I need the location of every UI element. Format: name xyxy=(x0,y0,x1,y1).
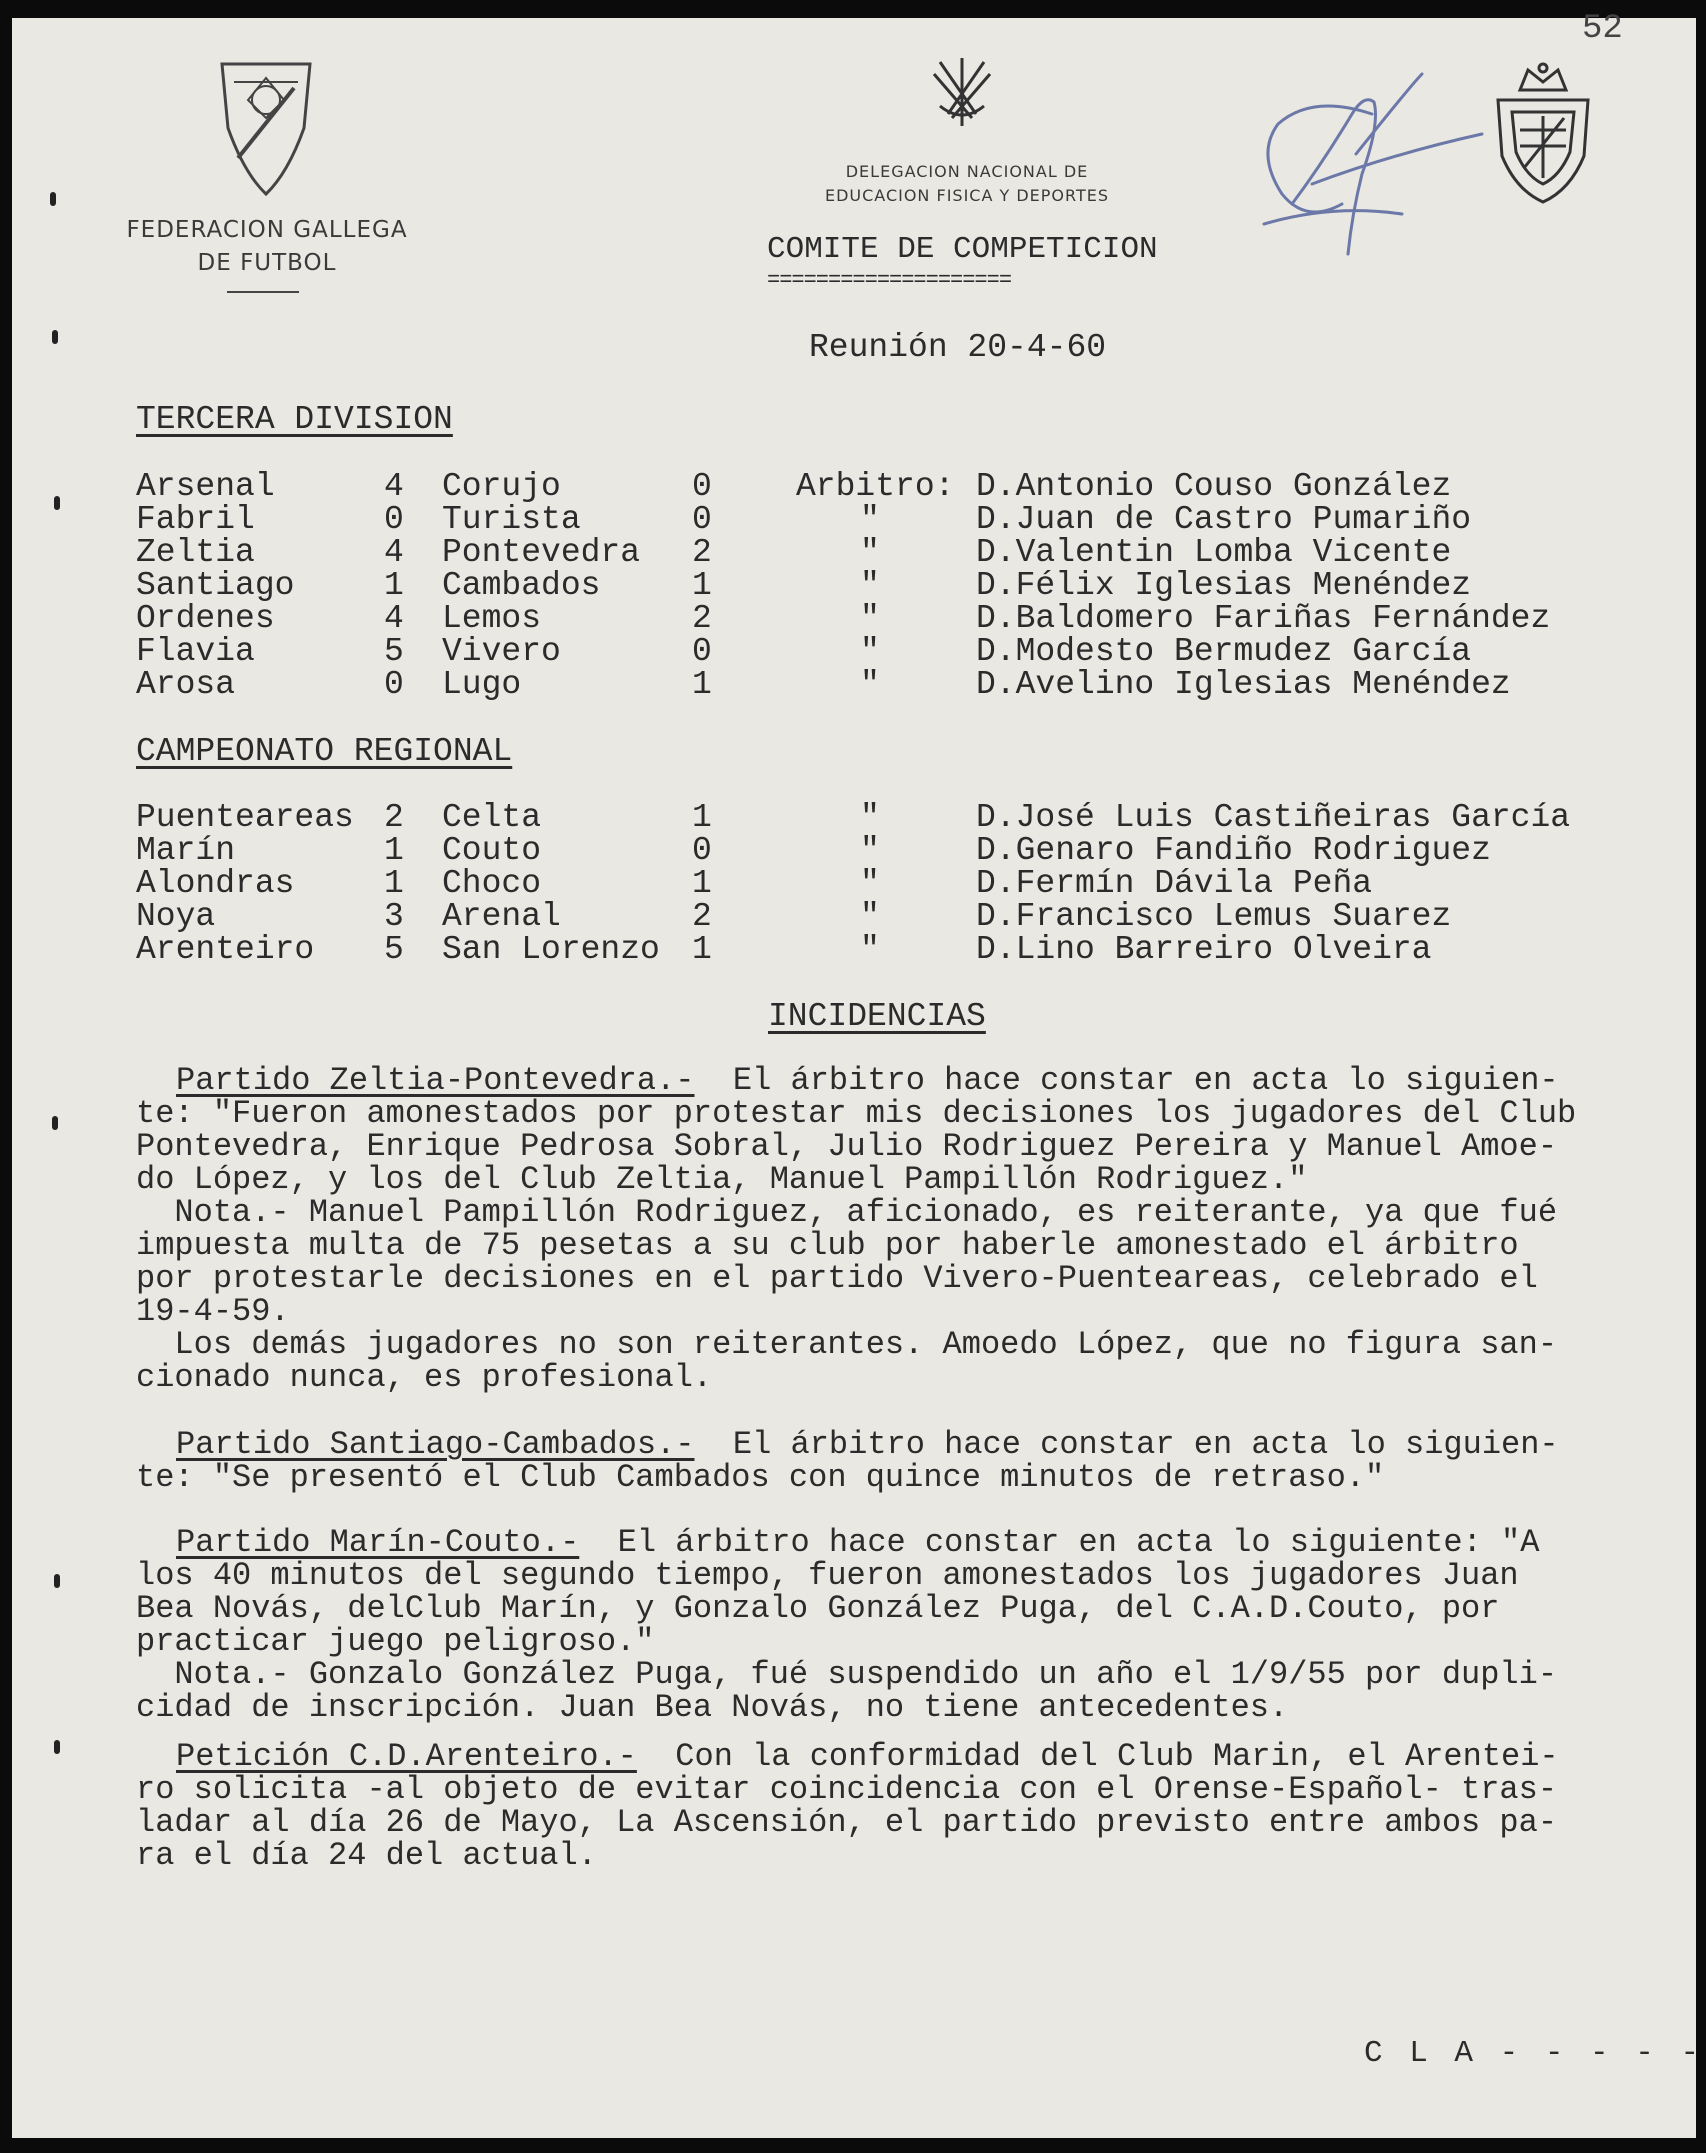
ditto-mark: " xyxy=(860,865,880,902)
note-line: Nota.- Gonzalo González Puga, fué suspendido un año el 1/9/55 por dupli- xyxy=(136,1656,1558,1693)
referee-name: D.José Luis Castiñeiras García xyxy=(976,799,1571,836)
incident-text-line: El árbitro hace constar en acta lo siguiente: "A xyxy=(579,1524,1540,1561)
federation-rule xyxy=(227,291,299,293)
yoke-arrows-emblem-icon xyxy=(930,54,994,134)
referee-name: D.Genaro Fandiño Rodriguez xyxy=(976,832,1491,869)
result-row xyxy=(136,503,1550,536)
home-score: 1 xyxy=(384,567,404,604)
document-page xyxy=(12,10,1704,2138)
away-team: Choco xyxy=(442,865,542,902)
committee-title: COMITE DE COMPETICION xyxy=(767,232,1158,267)
away-team: Vivero xyxy=(442,633,561,670)
away-team: Pontevedra xyxy=(442,534,641,571)
result-row xyxy=(136,867,1570,900)
incident-text-line: practicar juego peligroso." xyxy=(136,1623,655,1660)
result-row xyxy=(136,536,1550,569)
away-team: Corujo xyxy=(442,468,561,505)
away-team: Arenal xyxy=(442,898,561,935)
result-row xyxy=(136,900,1570,933)
incident-zeltia-pontevedra xyxy=(136,1064,1696,1394)
incident-text-line: los 40 minutos del segundo tiempo, fueron amonestados los jugadores Juan xyxy=(136,1557,1519,1594)
regional-results-table xyxy=(136,801,1570,966)
away-team: Lugo xyxy=(442,666,522,703)
home-score: 5 xyxy=(384,931,404,968)
home-team: Flavia xyxy=(136,633,255,670)
ditto-mark: " xyxy=(860,633,880,670)
incident-title: Partido Zeltia-Pontevedra.- xyxy=(176,1062,695,1099)
result-row xyxy=(136,668,1550,701)
referee-name: D.Félix Iglesias Menéndez xyxy=(976,567,1472,604)
home-team: Santiago xyxy=(136,567,295,604)
ditto-mark: " xyxy=(860,898,880,935)
home-team: Ordenes xyxy=(136,600,275,637)
punch-mark xyxy=(54,1740,60,1754)
continuation-mark: C L A - - - - - xyxy=(1364,2036,1704,2071)
handwritten-signature xyxy=(1252,54,1502,274)
ditto-mark: " xyxy=(860,534,880,571)
referee-name: D.Valentin Lomba Vicente xyxy=(976,534,1452,571)
home-score: 0 xyxy=(384,501,404,538)
away-team: Turista xyxy=(442,501,581,538)
punch-mark xyxy=(52,330,58,344)
incident-text-line: Pontevedra, Enrique Pedrosa Sobral, Julio Rodriguez Pereira y Manuel Amoe- xyxy=(136,1128,1558,1165)
away-score: 1 xyxy=(692,865,712,902)
home-team: Noya xyxy=(136,898,216,935)
tercera-division-heading: TERCERA DIVISION xyxy=(136,401,453,438)
home-team: Marín xyxy=(136,832,236,869)
ditto-mark: " xyxy=(860,832,880,869)
note-line: cidad de inscripción. Juan Bea Novás, no tiene antecedentes. xyxy=(136,1689,1289,1726)
away-team: Couto xyxy=(442,832,542,869)
referee-name: D.Lino Barreiro Olveira xyxy=(976,931,1432,968)
campeonato-regional-heading: CAMPEONATO REGIONAL xyxy=(136,733,513,770)
home-score: 4 xyxy=(384,468,404,505)
home-score: 4 xyxy=(384,534,404,571)
ditto-mark: " xyxy=(860,666,880,703)
request-arenteiro xyxy=(136,1740,1696,1872)
referee-name: D.Juan de Castro Pumariño xyxy=(976,501,1472,538)
result-row xyxy=(136,933,1570,966)
punch-mark xyxy=(54,1574,60,1588)
home-score: 4 xyxy=(384,600,404,637)
note-line: Los demás jugadores no son reiterantes. Amoedo López, que no figura san- xyxy=(136,1326,1558,1363)
referee-label: Arbitro: xyxy=(796,468,955,505)
referee-name: D.Baldomero Fariñas Fernández xyxy=(976,600,1551,637)
incident-text-line: ra el día 24 del actual. xyxy=(136,1837,597,1874)
incident-santiago-cambados xyxy=(136,1428,1696,1494)
away-team: Celta xyxy=(442,799,542,836)
away-score: 0 xyxy=(692,832,712,869)
delegation-line-1: DELEGACION NACIONAL DE xyxy=(845,162,1089,181)
away-team: San Lorenzo xyxy=(442,931,660,968)
away-score: 1 xyxy=(692,799,712,836)
away-score: 1 xyxy=(692,931,712,968)
result-row xyxy=(136,470,1550,503)
home-team: Arenteiro xyxy=(136,931,315,968)
incident-title: Petición C.D.Arenteiro.- xyxy=(176,1738,637,1775)
home-team: Arosa xyxy=(136,666,236,703)
incident-text-line: Bea Novás, delClub Marín, y Gonzalo González Puga, del C.A.D.Couto, por xyxy=(136,1590,1500,1627)
delegation-name xyxy=(782,160,1152,208)
note-line: 19-4-59. xyxy=(136,1293,290,1330)
home-team: Alondras xyxy=(136,865,295,902)
committee-title-rule: ==================== xyxy=(767,268,1012,293)
punch-mark xyxy=(52,1116,58,1130)
result-row xyxy=(136,635,1550,668)
incident-text-line: te: "Fueron amonestados por protestar mis decisiones los jugadores del Club xyxy=(136,1095,1577,1132)
home-score: 3 xyxy=(384,898,404,935)
result-row xyxy=(136,602,1550,635)
note-line: cionado nunca, es profesional. xyxy=(136,1359,713,1396)
note-line: Nota.- Manuel Pampillón Rodriguez, aficionado, es reiterante, ya que fué xyxy=(136,1194,1558,1231)
home-score: 5 xyxy=(384,633,404,670)
away-score: 1 xyxy=(692,666,712,703)
incident-marin-couto xyxy=(136,1526,1696,1724)
home-score: 1 xyxy=(384,865,404,902)
away-score: 0 xyxy=(692,633,712,670)
note-line: por protestarle decisiones en el partido Vivero-Puenteareas, celebrado el xyxy=(136,1260,1538,1297)
home-team: Arsenal xyxy=(136,468,275,505)
away-score: 1 xyxy=(692,567,712,604)
home-score: 2 xyxy=(384,799,404,836)
result-row xyxy=(136,801,1570,834)
page-number: 52 xyxy=(1582,10,1623,48)
incident-text-line: El árbitro hace constar en acta lo siguien- xyxy=(694,1062,1559,1099)
incident-text-line: do López, y los del Club Zeltia, Manuel Pampillón Rodriguez." xyxy=(136,1161,1308,1198)
ditto-mark: " xyxy=(860,567,880,604)
incidencias-heading: INCIDENCIAS xyxy=(768,998,986,1035)
away-score: 2 xyxy=(692,534,712,571)
federation-name xyxy=(117,214,417,280)
federation-line-1: FEDERACION GALLEGA xyxy=(126,217,408,243)
result-row xyxy=(136,569,1550,602)
away-score: 2 xyxy=(692,600,712,637)
incident-text-line: ladar al día 26 de Mayo, La Ascensión, el partido previsto entre ambos pa- xyxy=(136,1804,1558,1841)
incident-text-line: ro solicita -al objeto de evitar coincidencia con el Orense-Español- tras- xyxy=(136,1771,1558,1808)
royal-crest-icon xyxy=(1490,60,1596,206)
meeting-date: Reunión 20-4-60 xyxy=(809,329,1107,366)
away-team: Cambados xyxy=(442,567,601,604)
away-score: 2 xyxy=(692,898,712,935)
note-line: impuesta multa de 75 pesetas a su club por haberle amonestado el árbitro xyxy=(136,1227,1519,1264)
incident-text-line: El árbitro hace constar en acta lo siguien- xyxy=(694,1426,1559,1463)
away-score: 0 xyxy=(692,468,712,505)
referee-name: D.Avelino Iglesias Menéndez xyxy=(976,666,1511,703)
ditto-mark: " xyxy=(860,501,880,538)
home-score: 0 xyxy=(384,666,404,703)
incident-text-line: te: "Se presentó el Club Cambados con quince minutos de retraso." xyxy=(136,1459,1385,1496)
referee-name: D.Francisco Lemus Suarez xyxy=(976,898,1452,935)
home-team: Fabril xyxy=(136,501,255,538)
delegation-line-2: EDUCACION FISICA Y DEPORTES xyxy=(824,186,1110,205)
ditto-mark: " xyxy=(860,931,880,968)
home-team: Zeltia xyxy=(136,534,255,571)
referee-name: D.Antonio Couso González xyxy=(976,468,1452,505)
home-score: 1 xyxy=(384,832,404,869)
incident-title: Partido Marín-Couto.- xyxy=(176,1524,580,1561)
result-row xyxy=(136,834,1570,867)
incident-text-line: Con la conformidad del Club Marin, el Arentei- xyxy=(636,1738,1559,1775)
referee-name: D.Modesto Bermudez García xyxy=(976,633,1472,670)
federation-line-2: DE FUTBOL xyxy=(197,250,337,276)
ditto-mark: " xyxy=(860,799,880,836)
referee-name: D.Fermín Dávila Peña xyxy=(976,865,1373,902)
tercera-results-table xyxy=(136,470,1550,701)
incident-title: Partido Santiago-Cambados.- xyxy=(176,1426,695,1463)
home-team: Puenteareas xyxy=(136,799,354,836)
federation-shield-icon xyxy=(218,58,314,198)
away-team: Lemos xyxy=(442,600,542,637)
away-score: 0 xyxy=(692,501,712,538)
punch-mark xyxy=(54,496,60,510)
ditto-mark: " xyxy=(860,600,880,637)
punch-mark xyxy=(50,192,56,206)
